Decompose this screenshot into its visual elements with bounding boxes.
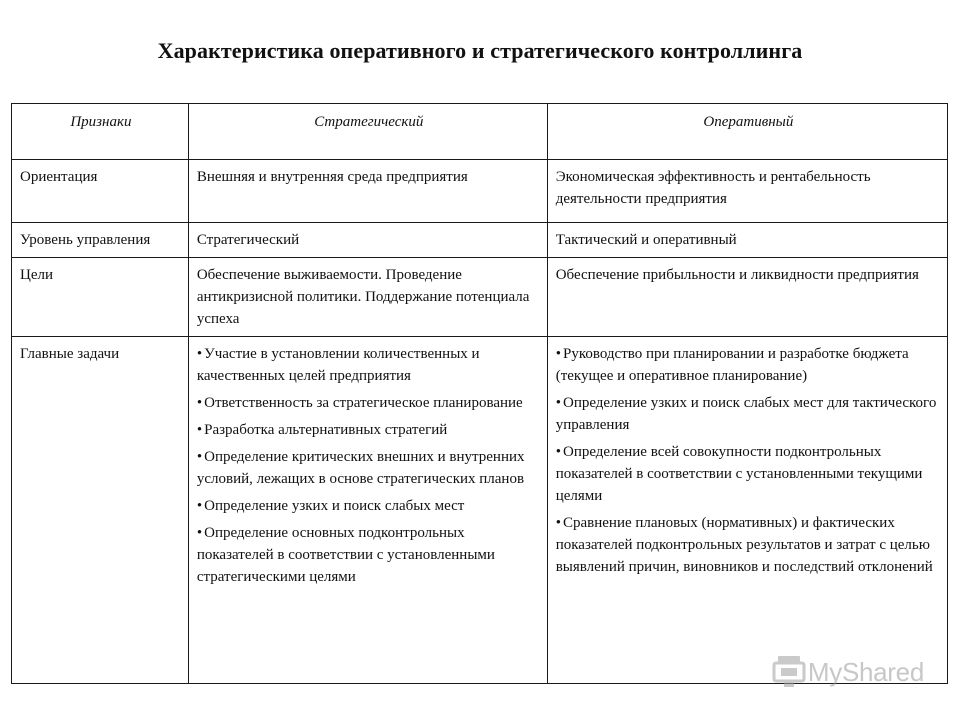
bullet: •: [555, 444, 561, 460]
table-row-orientation: [12, 160, 948, 223]
list-item: • Определение критических внешних и внутренних условий, лежащих в основе стратегических планов: [196, 449, 525, 487]
table-row-management-level: [12, 223, 948, 258]
bullet: •: [196, 346, 203, 362]
table-header-row: [12, 104, 948, 160]
cell-strategic-tasks: [188, 337, 547, 684]
cell-strategic: Стратегический: [188, 223, 547, 258]
list-item: • Определение узких и поиск слабых мест: [196, 498, 465, 514]
strategic-task-list: [197, 343, 541, 588]
list-item: • Разработка альтернативных стратегий: [196, 422, 448, 438]
cell-strategic: Обеспечение выживаемости. Проведение антикризисной политики. Поддержание потенциала успеха: [188, 258, 547, 337]
cell-strategic: Внешняя и внутренняя среда предприятия: [188, 160, 547, 223]
table-row-goals: [12, 258, 948, 337]
watermark: [772, 654, 924, 690]
bullet: •: [196, 395, 203, 411]
bullet: •: [196, 449, 203, 465]
bullet: •: [555, 515, 561, 531]
bullet: •: [555, 395, 561, 411]
page-title: Характеристика оперативного и стратегического контроллинга: [157, 38, 803, 63]
list-item: • Руководство при планировании и разработке бюджета (текущее и оперативное планирование): [555, 346, 909, 384]
list-item: • Участие в установлении количественных и качественных целей предприятия: [196, 346, 480, 384]
cell-operational: Экономическая эффективность и рентабельность деятельности предприятия: [547, 160, 947, 223]
list-item: • Ответственность за стратегическое планирование: [196, 395, 523, 411]
cell-operational: Обеспечение прибыльности и ликвидности предприятия: [547, 258, 947, 337]
table-row-main-tasks: [12, 337, 948, 684]
bullet: •: [555, 346, 561, 362]
cell-operational-tasks: [547, 337, 947, 684]
header-sign: Признаки: [12, 104, 189, 160]
comparison-table: [11, 103, 948, 684]
cell-operational: Тактический и оперативный: [547, 223, 947, 258]
list-item: • Определение всей совокупности подконтрольных показателей в соответствии с установленными текущими целями: [555, 444, 923, 504]
header-operational: Оперативный: [547, 104, 947, 160]
operational-task-list: [556, 343, 941, 578]
list-item: • Определение узких и поиск слабых мест для тактического управления: [555, 395, 937, 433]
bullet: •: [196, 422, 203, 438]
cell-sign: Цели: [12, 258, 189, 337]
bullet: •: [196, 525, 203, 541]
cell-sign: Уровень управления: [12, 223, 189, 258]
watermark-text: MyShared: [807, 656, 924, 687]
list-item: • Определение основных подконтрольных показателей в соответствии с установленными стратегическими целями: [196, 525, 495, 585]
cell-sign: Главные задачи: [12, 337, 189, 684]
list-item: • Сравнение плановых (нормативных) и фактических показателей подконтрольных результатов и затрат с целью выявлений причин, виновников и последствий отклонений: [555, 515, 933, 575]
myshared-logo-icon: [772, 654, 806, 690]
header-strategic: Стратегический: [188, 104, 547, 160]
cell-sign: Ориентация: [12, 160, 189, 223]
bullet: •: [196, 498, 203, 514]
